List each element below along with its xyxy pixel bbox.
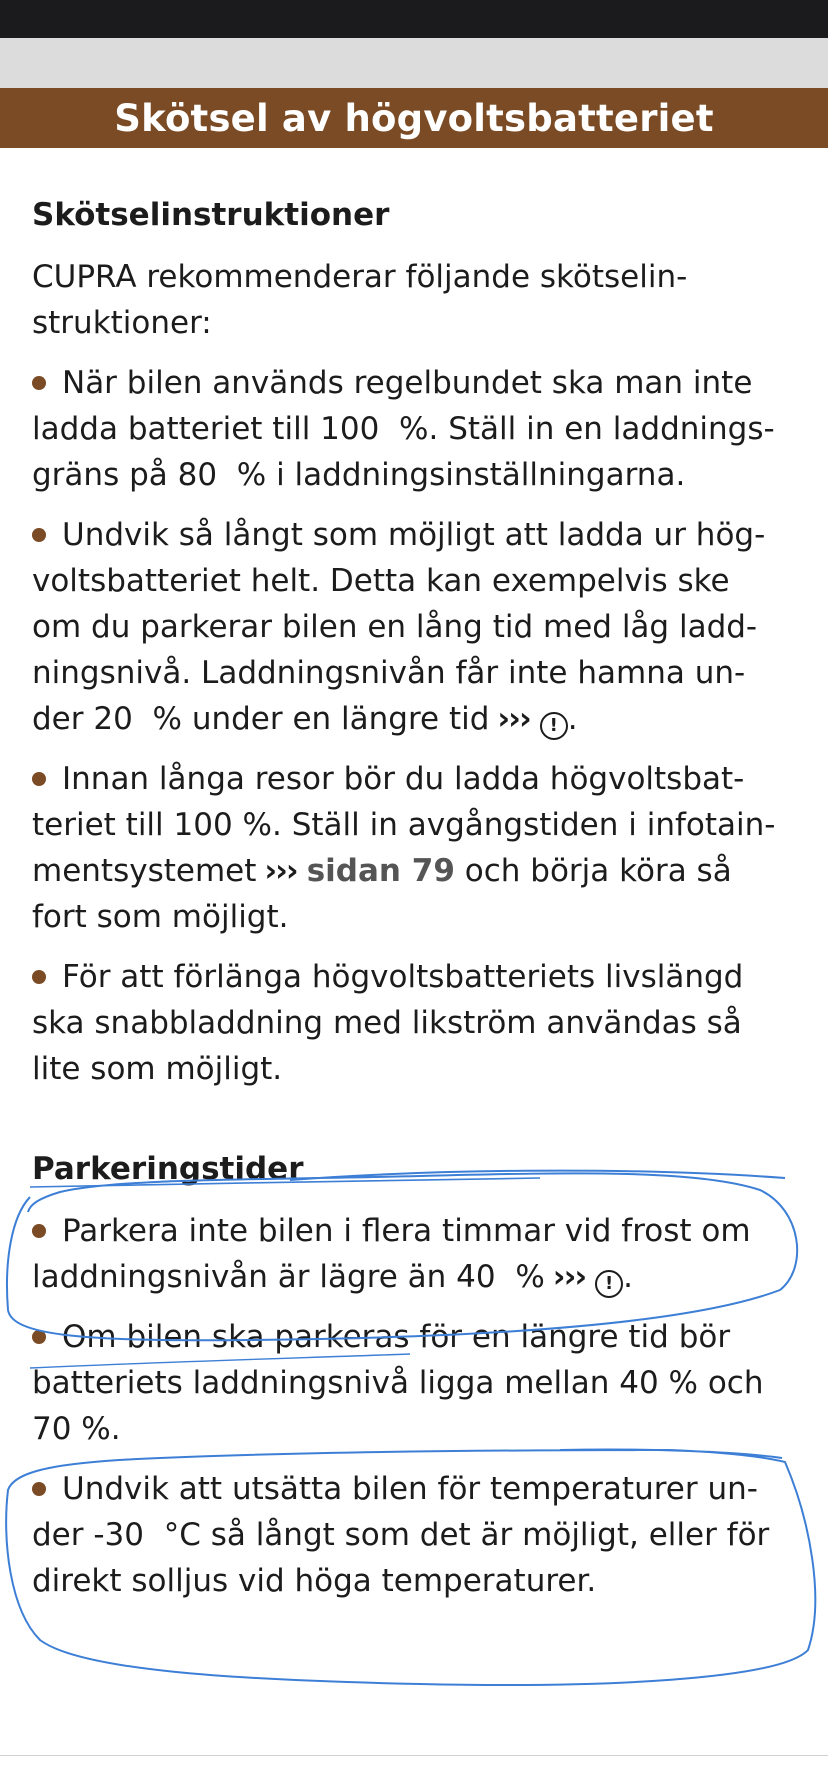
list-item xyxy=(32,1466,802,1604)
page-divider xyxy=(0,1755,828,1756)
warning-circle-icon[interactable]: ! xyxy=(540,712,568,740)
period: . xyxy=(623,1259,633,1295)
document-body xyxy=(32,190,802,1604)
section-heading-care: Skötselinstruktioner xyxy=(32,197,390,233)
period: . xyxy=(567,701,578,737)
text-line: gräns på 80 % i laddningsinställningarna. xyxy=(32,457,686,493)
text-line: CUPRA rekommenderar följande skötselin- xyxy=(32,259,688,295)
bullet-line: Undvik så långt som möjligt att ladda ur hög- xyxy=(32,512,802,558)
text-line: 70 %. xyxy=(32,1411,121,1447)
list-item xyxy=(32,1208,802,1300)
text-fragment: laddningsnivån är lägre än 40 % xyxy=(32,1259,545,1295)
list-item xyxy=(32,756,802,940)
warning-circle-icon[interactable]: ! xyxy=(595,1270,623,1298)
list-item xyxy=(32,1314,802,1452)
text-line: om du parkerar bilen en lång tid med låg ladd- xyxy=(32,609,758,645)
bullet-line: Om bilen ska parkeras för en längre tid bör xyxy=(32,1314,802,1360)
toolbar-band xyxy=(0,38,828,88)
text-line-with-reference xyxy=(32,1254,802,1300)
list-item xyxy=(32,954,802,1092)
list-item xyxy=(32,360,802,498)
text-fragment: och börja köra så xyxy=(464,853,732,889)
cross-reference-arrows-icon: ››› xyxy=(264,853,297,889)
cross-reference-arrows-icon[interactable]: ››› xyxy=(497,701,530,737)
bullet-line: Undvik att utsätta bilen för temperaturer un- xyxy=(32,1466,802,1512)
cross-reference-arrows-icon[interactable]: ››› xyxy=(552,1259,586,1295)
text-fragment: mentsystemet xyxy=(32,853,257,889)
text-line-with-reference xyxy=(32,696,802,742)
page-title: Skötsel av högvoltsbatteriet xyxy=(0,88,828,148)
text-line: der -30 °C så långt som det är möjligt, eller för xyxy=(32,1517,770,1553)
bullet-line: När bilen används regelbundet ska man inte xyxy=(32,360,802,406)
text-line: direkt solljus vid höga temperaturer. xyxy=(32,1563,597,1599)
bullet-line: Parkera inte bilen i flera timmar vid frost om xyxy=(32,1208,802,1254)
text-line: ningsnivå. Laddningsnivån får inte hamna un- xyxy=(32,655,746,691)
section-heading-parking: Parkeringstider xyxy=(32,1151,304,1187)
list-item xyxy=(32,512,802,742)
text-line-with-link xyxy=(32,848,802,894)
status-bar xyxy=(0,0,828,38)
intro-paragraph xyxy=(32,254,802,346)
page-reference-link[interactable]: sidan 79 xyxy=(306,853,455,889)
text-line: lite som möjligt. xyxy=(32,1051,283,1087)
text-line: struktioner: xyxy=(32,305,212,341)
bullet-line: För att förlänga högvoltsbatteriets livslängd xyxy=(32,954,802,1000)
text-line: ladda batteriet till 100 %. Ställ in en laddnings- xyxy=(32,411,775,447)
text-line: teriet till 100 %. Ställ in avgångstiden i infotain- xyxy=(32,807,776,843)
text-fragment: der 20 % under en längre tid xyxy=(32,701,490,737)
bullet-line: Innan långa resor bör du ladda högvoltsbat- xyxy=(32,756,802,802)
text-line: batteriets laddningsnivå ligga mellan 40 % och xyxy=(32,1365,764,1401)
text-line: voltsbatteriet helt. Detta kan exempelvis ske xyxy=(32,563,730,599)
text-line: fort som möjligt. xyxy=(32,899,289,935)
text-line: ska snabbladdning med likström användas så xyxy=(32,1005,742,1041)
